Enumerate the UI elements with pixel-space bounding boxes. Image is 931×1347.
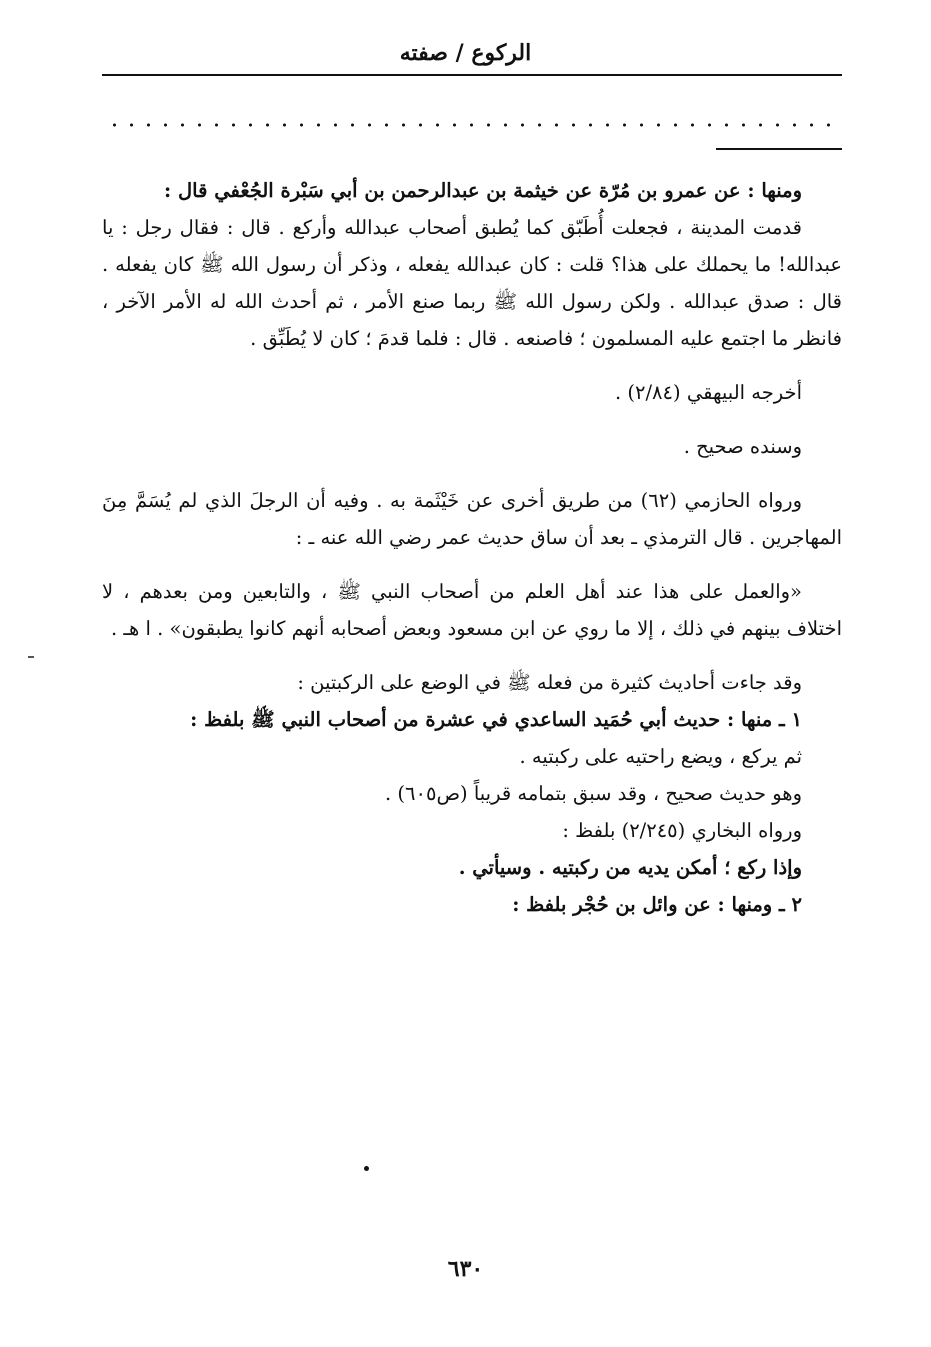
margin-mark	[28, 656, 34, 658]
footnote-rule	[716, 148, 842, 150]
paragraph-tirmidhi-quote: «والعمل على هذا عند أهل العلم من أصحاب النبي ﷺ ، والتابعين ومن بعدهم ، لا اختلاف بينهم في ذلك ، إلا ما روي عن ابن مسعود وبعض أصحابه أنهم كانوا يطبقون» . ا هـ .	[102, 580, 842, 640]
paragraph-bukhari-text: وإذا ركع ؛ أمكن يديه من ركبتيه . وسيأتي .	[458, 856, 802, 879]
paragraph-takhrij: أخرجه البيهقي (٢/٨٤) .	[615, 381, 802, 404]
body-text	[102, 172, 842, 923]
paragraph-item-2: ٢ ـ ومنها : عن وائل بن حُجْر بلفظ :	[512, 893, 802, 916]
page-number: ٦٣٠	[447, 1256, 484, 1282]
paragraph-hadith-text: قدمت المدينة ، فجعلت أُطَبّق كما يُطبق أصحاب عبدالله وأركع . قال : فقال رجل : يا عبدالله! ما يحملك على هذا؟ قلت : كان عبدالله يفعله ، وذكر أن رسول الله ﷺ كان يفعله . قال : صدق عبدالله . ولكن رسول الله ﷺ ربما صنع الأمر ، ثم أحدث الله له الأمر الآخر ، فانظر ما اجتمع عليه المسلمون ؛ فاصنعه . قال : فلما قدمَ ؛ كان لا يُطَبِّق .	[102, 216, 842, 350]
stray-dot	[364, 1166, 369, 1171]
paragraph-isnad: ومنها : عن عمرو بن مُرّة عن خيثمة بن عبدالرحمن بن أبي سَبْرة الجُعْفي قال :	[164, 179, 802, 202]
paragraph-bukhari: ورواه البخاري (٢/٢٤٥) بلفظ :	[562, 819, 802, 842]
header-rule	[102, 74, 842, 76]
dotted-separator	[102, 118, 842, 132]
paragraph-item-1-text: ثم يركع ، ويضع راحتيه على ركبتيه .	[519, 745, 802, 768]
paragraph-item-1-grade: وهو حديث صحيح ، وقد سبق بتمامه قريباً (ص٦٠٥) .	[385, 782, 802, 805]
paragraph-ahadith-intro: وقد جاءت أحاديث كثيرة من فعله ﷺ في الوضع على الركبتين :	[297, 671, 802, 694]
paragraph-hazimi: ورواه الحازمي (٦٢) من طريق أخرى عن خَيْثَمة به . وفيه أن الرجلَ الذي لم يُسَمَّ مِنَ المهاجرين . قال الترمذي ـ بعد أن ساق حديث عمر رضي الله عنه ـ :	[102, 489, 842, 549]
paragraph-sanad: وسنده صحيح .	[683, 435, 802, 458]
running-header: الركوع / صفته	[399, 40, 532, 66]
paragraph-item-1: ١ ـ منها : حديث أبي حُمَيد الساعدي في عشرة من أصحاب النبي ﷺ بلفظ :	[190, 708, 802, 731]
